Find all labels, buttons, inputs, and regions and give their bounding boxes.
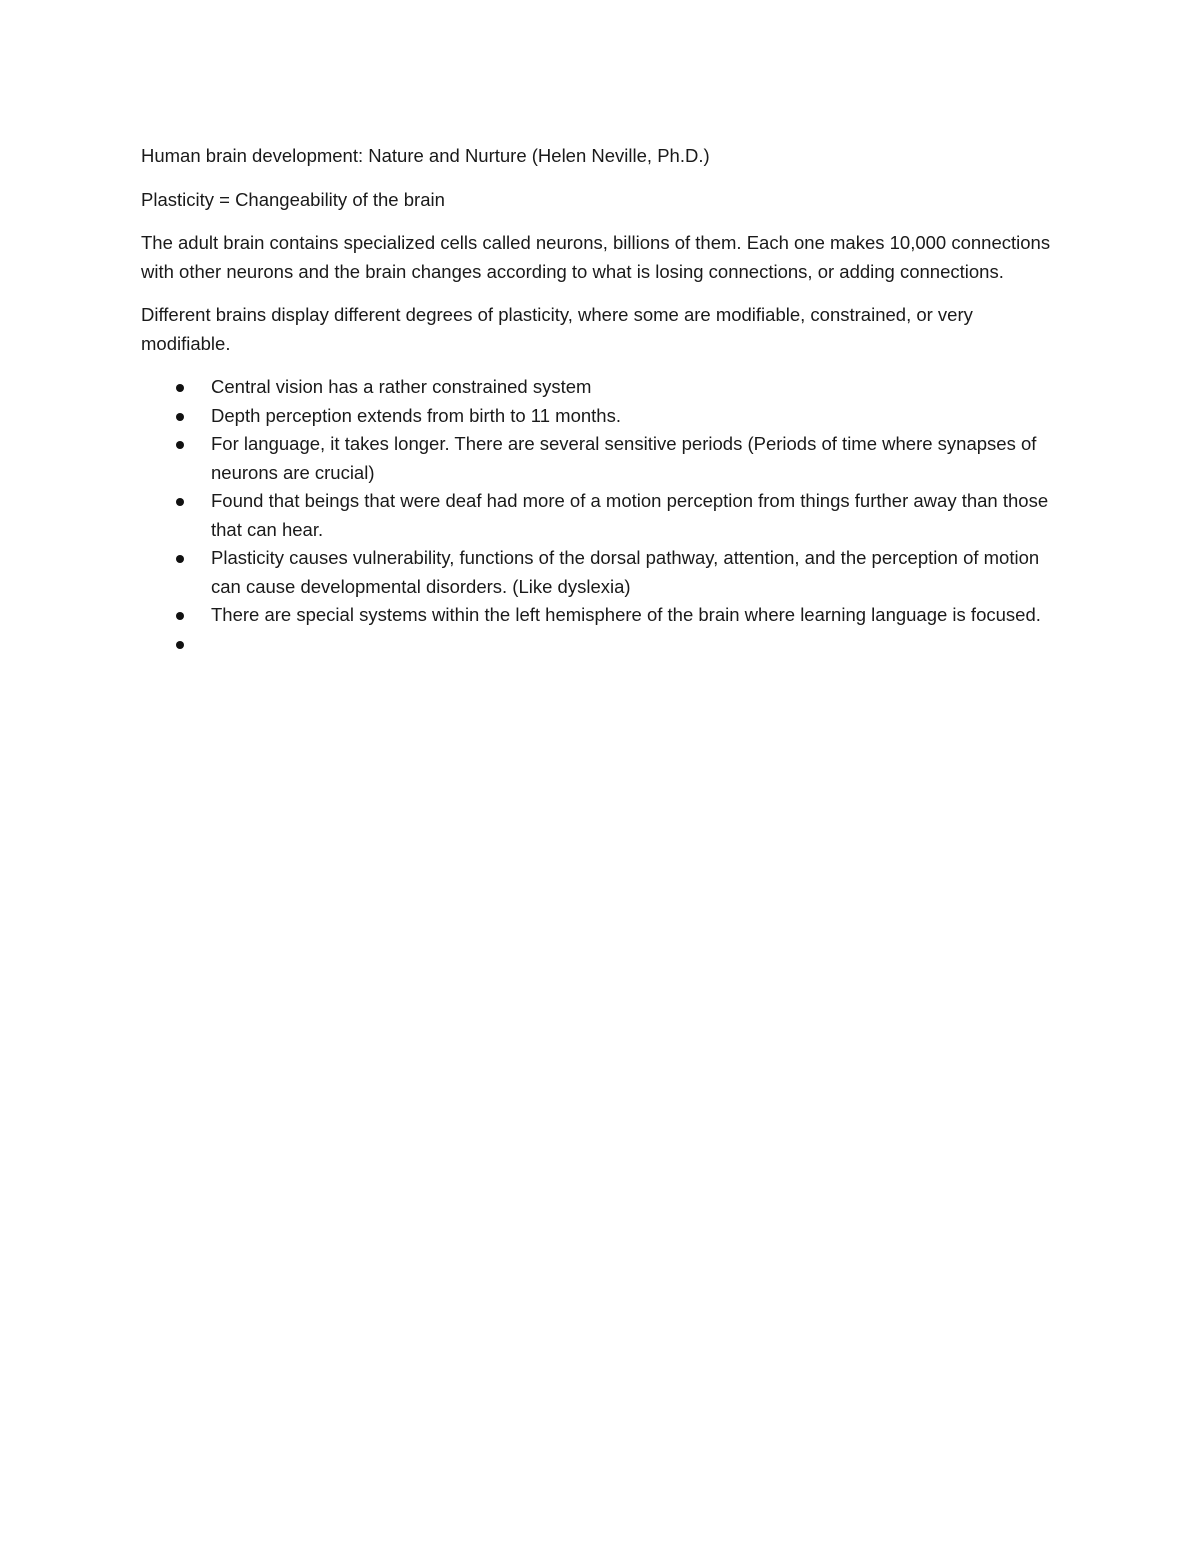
paragraph-neurons: The adult brain contains specialized cells called neurons, billions of them. Each one makes 10,000 connections with other neurons and the brain changes according to what is losing connections, or adding connections.	[141, 232, 1051, 282]
document-title: Human brain development: Nature and Nurture (Helen Neville, Ph.D.)	[141, 145, 710, 166]
bullet-icon	[176, 441, 184, 449]
list-item	[141, 373, 1061, 402]
list-item	[141, 487, 1061, 544]
list-item-empty	[141, 630, 1061, 659]
list-item	[141, 402, 1061, 431]
bullet-text: Central vision has a rather constrained system	[211, 376, 592, 397]
document-body	[141, 142, 1061, 658]
list-item	[141, 544, 1061, 601]
bullet-icon	[176, 498, 184, 506]
bullet-icon	[176, 555, 184, 563]
bullet-icon	[176, 413, 184, 421]
list-item	[141, 601, 1061, 630]
bullet-text: Found that beings that were deaf had more of a motion perception from things further away than those that can hear.	[211, 490, 1049, 540]
definition-line: Plasticity = Changeability of the brain	[141, 188, 445, 210]
bullet-text: Depth perception extends from birth to 11 months.	[211, 404, 621, 426]
bullet-text: Plasticity causes vulnerability, functions of the dorsal pathway, attention, and the perception of motion can cause developmental disorders. (Like dyslexia)	[211, 547, 1040, 597]
bullet-icon	[176, 641, 184, 649]
bullet-text	[211, 630, 1061, 659]
bullet-text: There are special systems within the left hemisphere of the brain where learning language is focused.	[211, 604, 1041, 625]
list-item	[141, 430, 1061, 487]
bullet-list	[141, 373, 1061, 658]
paragraph-plasticity: Different brains display different degrees of plasticity, where some are modifiable, constrained, or very modifiable.	[141, 304, 973, 354]
bullet-icon	[176, 612, 184, 620]
bullet-icon	[176, 384, 184, 392]
bullet-text: For language, it takes longer. There are several sensitive periods (Periods of time where synapses of neurons are crucial)	[211, 433, 1037, 483]
